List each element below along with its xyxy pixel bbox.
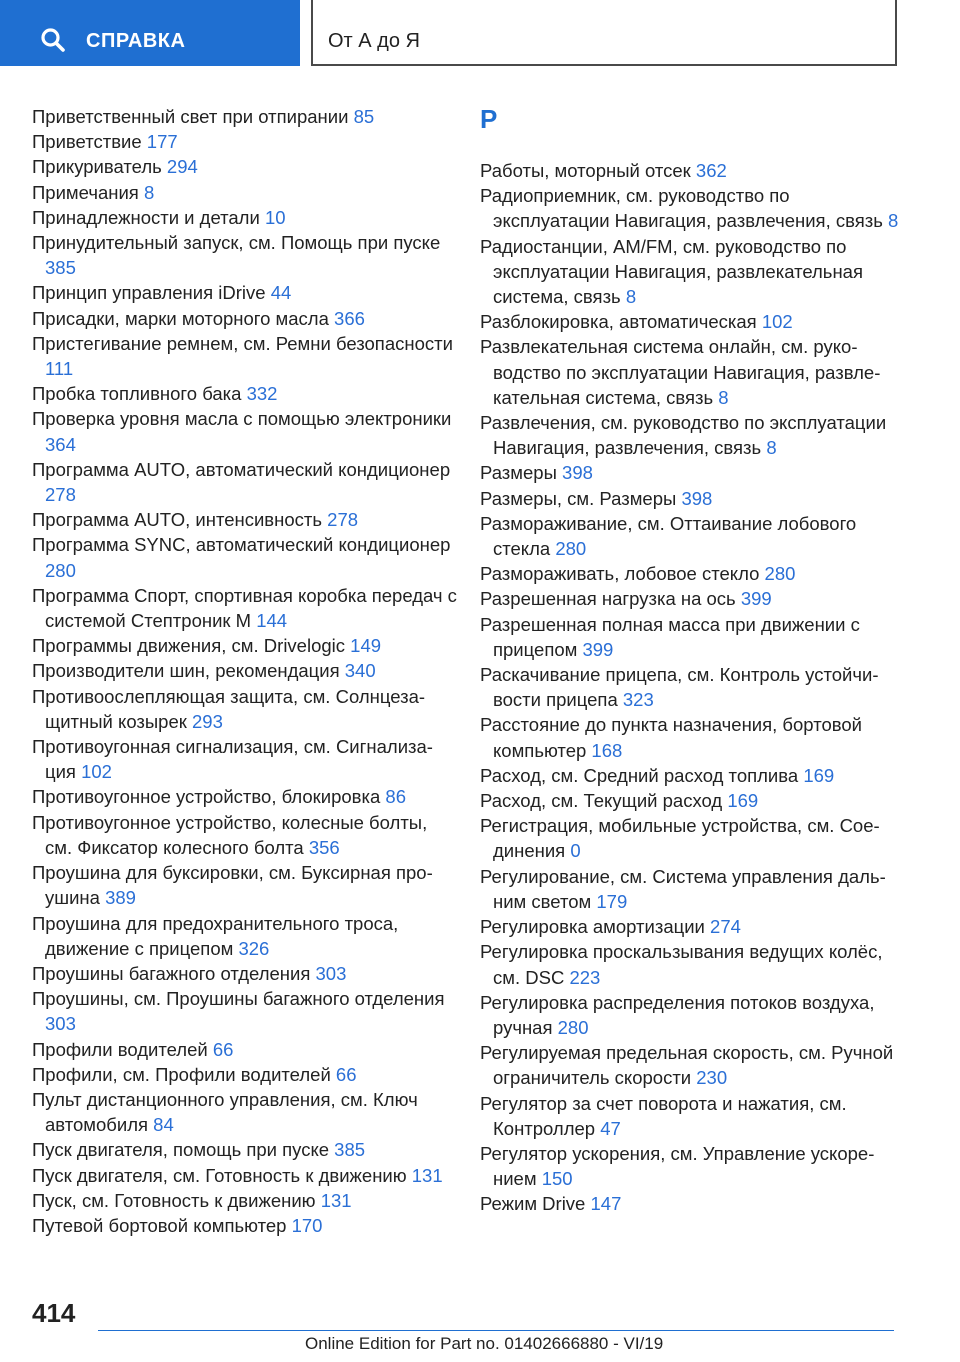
index-entry [32, 230, 457, 280]
index-entry-text: Размеры, см. Размеры [480, 487, 682, 509]
index-entry [480, 460, 910, 485]
page-link[interactable]: 356 [308, 836, 340, 858]
page-link[interactable]: 8 [143, 181, 155, 203]
index-entry-text: Радиоприемник, см. руководство по эксплуатации Навигация, развлечения, связь [480, 185, 889, 232]
index-entry-text: Проушина для предохранительного троса, движение с прицепом [32, 912, 399, 959]
page-link[interactable]: 274 [710, 916, 741, 938]
index-entry-text: Разрешенная полная масса при движении с прицепом [480, 613, 860, 660]
index-entry-text: Проушины, см. Проушины багажного отделения [32, 988, 445, 1010]
index-entry [32, 532, 457, 582]
page-link[interactable]: 66 [212, 1038, 234, 1060]
index-entry-text: Размораживание, см. Оттаивание лобового стекла [480, 512, 857, 560]
index-entry [480, 990, 910, 1040]
index-entry-text: Регулировка проскальзывания ведущих колёс, см. DSC [480, 941, 883, 988]
page-link[interactable]: 278 [327, 509, 359, 531]
index-entry-text: Проушина для буксировки, см. Буксирная проушина [32, 862, 433, 909]
index-entry-text: Производители шин, рекомендация [32, 660, 345, 682]
page-link[interactable]: 131 [320, 1189, 352, 1211]
index-entry [32, 104, 457, 129]
page-link[interactable]: 280 [764, 563, 796, 585]
page-link[interactable]: 366 [334, 307, 365, 329]
page-link[interactable]: 177 [146, 131, 178, 153]
page-link[interactable]: 169 [727, 790, 759, 812]
page-link[interactable]: 150 [541, 1168, 573, 1190]
page-link[interactable]: 364 [45, 433, 76, 455]
index-entry-text: Регистрация, мобильные устройства, см. Соединения [480, 815, 880, 862]
index-entry [480, 662, 910, 712]
page-link[interactable]: 323 [622, 689, 654, 711]
index-entry-text: Профили водителей [32, 1038, 213, 1060]
page-link[interactable]: 280 [557, 1016, 589, 1038]
index-entry [480, 183, 910, 233]
index-entry-text: Принцип управления iDrive [32, 282, 271, 304]
page-link[interactable]: 8 [888, 210, 899, 232]
index-entry-text: Принадлежности и детали [32, 206, 265, 228]
section-letter: Р [480, 104, 498, 134]
help-tab[interactable] [0, 0, 300, 66]
index-entry [480, 712, 910, 762]
index-entry-text: Примечания [32, 181, 144, 203]
index-entry [480, 763, 910, 788]
index-entry [32, 1213, 457, 1238]
page-link[interactable]: 179 [596, 890, 628, 912]
index-entries-right [480, 158, 910, 1217]
index-entry [480, 813, 910, 863]
page-link[interactable]: 389 [105, 887, 136, 909]
page-link[interactable]: 8 [625, 286, 637, 308]
index-entry-text: Расход, см. Средний расход топлива [480, 764, 804, 786]
page-link[interactable]: 294 [166, 156, 198, 178]
index-entry-text: Приветствие [32, 131, 147, 153]
index-entry [32, 1037, 457, 1062]
page-link[interactable]: 223 [569, 966, 601, 988]
index-entry-text: Программа SYNC, автоматический кондиционер [32, 534, 451, 556]
index-entry-text: Противоослепляющая защита, см. Солнцезащитный козырек [32, 685, 426, 732]
index-entry-text: Размораживать, лобовое стекло [480, 563, 765, 585]
page-link[interactable]: 84 [153, 1114, 174, 1136]
index-entry [32, 306, 457, 331]
page-link[interactable]: 66 [335, 1063, 357, 1085]
index-entry [32, 986, 457, 1036]
index-entry-text: Проверка уровня масла с помощью электроники [32, 408, 452, 430]
index-entry [480, 1091, 910, 1141]
index-entry-text: Прикуриватель [32, 156, 167, 178]
index-entry [32, 583, 457, 633]
index-entry-text: Развлекательная система онлайн, см. руководство по эксплуатации Навигация, развлекательная система, связь [480, 336, 881, 408]
index-entry [32, 205, 457, 230]
breadcrumb [311, 0, 897, 66]
page-link[interactable]: 398 [681, 487, 713, 509]
index-entry [32, 1163, 457, 1188]
page-link[interactable]: 102 [761, 311, 793, 333]
page-link[interactable]: 293 [192, 710, 223, 732]
index-entry-text: Профили, см. Профили водителей [32, 1063, 336, 1085]
index-entry-text: Пуск, см. Готовность к движению [32, 1189, 321, 1211]
page-link[interactable]: 8 [718, 386, 729, 408]
page-link[interactable]: 398 [562, 462, 593, 484]
page-link[interactable]: 303 [45, 1013, 76, 1035]
page-link[interactable]: 144 [256, 610, 288, 632]
index-entry [480, 612, 910, 662]
page-link[interactable]: 280 [555, 538, 587, 560]
index-entry-text: Расстояние до пункта назначения, бортовой компьютер [480, 714, 862, 761]
index-entry [32, 507, 457, 532]
index-entry-text: Пульт дистанционного управления, см. Ключ автомобиля [32, 1088, 418, 1136]
page-link[interactable]: 168 [591, 739, 623, 761]
index-entry-text: Раскачивание прицепа, см. Контроль устойчивости прицепа [480, 664, 879, 711]
index-entry-text: Разблокировка, автоматическая [480, 311, 762, 333]
page-link[interactable]: 280 [45, 559, 76, 581]
index-entry-text: Программы движения, см. Drivelogic [32, 635, 351, 657]
index-entry-text: Присадки, марки моторного масла [32, 307, 335, 329]
index-entry-text: Радиостанции, AM/FM, см. руководство по эксплуатации Навигация, развлекательная система, связь [480, 235, 863, 308]
index-entry-text: Развлечения, см. руководство по эксплуатации Навигация, развлечения, связь [480, 412, 887, 459]
index-entry [480, 234, 910, 310]
index-entry [32, 406, 457, 456]
index-entry-text: Противоугонная сигнализация, см. Сигнализация [32, 736, 433, 783]
index-entry [32, 684, 457, 734]
page-link[interactable]: 85 [353, 106, 375, 127]
page-link[interactable]: 44 [270, 282, 292, 304]
index-entry-text: Регулирование, см. Система управления дальним светом [480, 865, 886, 912]
index-entry-text: Противоугонное устройство, колесные болты, см. Фиксатор колесного болта [32, 811, 428, 858]
breadcrumb-text: От А до Я [328, 30, 420, 52]
index-entry [480, 158, 910, 183]
index-entry [32, 784, 457, 809]
index-column-right [480, 104, 910, 1217]
index-entry-text: Режим Drive [480, 1193, 591, 1215]
index-entry [480, 309, 910, 334]
page-link[interactable]: 340 [344, 660, 376, 682]
index-entry [32, 860, 457, 910]
index-entry [32, 1062, 457, 1087]
index-entry [32, 658, 457, 683]
page-link[interactable]: 399 [582, 638, 614, 660]
page-link[interactable]: 170 [291, 1214, 323, 1236]
index-entry [32, 457, 457, 507]
index-entry [480, 410, 910, 460]
index-entry [32, 154, 457, 179]
page-link[interactable]: 102 [81, 761, 112, 783]
page-link[interactable]: 385 [334, 1139, 366, 1161]
index-entry [480, 1191, 910, 1216]
index-entry [32, 911, 457, 961]
index-entry-text: Путевой бортовой компьютер [32, 1214, 292, 1236]
index-entry [32, 129, 457, 154]
footer-edition: Online Edition for Part no. 01402666880 - VI/19 [305, 1334, 664, 1353]
index-entry-text: Проушины багажного отделения [32, 962, 316, 984]
index-entry-text: Пуск двигателя, см. Готовность к движению [32, 1164, 412, 1186]
page-link[interactable]: 8 [766, 437, 777, 459]
page-link[interactable]: 0 [570, 840, 581, 862]
index-entry-text: Регулировка амортизации [480, 916, 711, 938]
page-link[interactable]: 303 [315, 962, 347, 984]
page-link[interactable]: 149 [350, 635, 382, 657]
index-entry [32, 1188, 457, 1213]
index-entry-text: Размеры [480, 462, 563, 484]
help-tab-label: СПРАВКА [86, 30, 186, 52]
page-link[interactable]: 86 [385, 786, 406, 808]
page-link[interactable]: 111 [45, 358, 74, 380]
page-link[interactable]: 399 [740, 588, 772, 610]
index-entry [480, 511, 910, 561]
index-entry-text: Работы, моторный отсек [480, 160, 696, 181]
index-entry [480, 864, 910, 914]
page-link[interactable]: 278 [45, 484, 76, 506]
page-link[interactable]: 147 [590, 1193, 622, 1215]
index-entry-text: Регулятор за счет поворота и нажатия, см. Контроллер [480, 1092, 847, 1139]
page-link[interactable]: 362 [695, 160, 727, 181]
page-link[interactable]: 385 [45, 257, 76, 279]
index-entry-text: Противоугонное устройство, блокировка [32, 786, 386, 808]
page-link[interactable]: 326 [238, 937, 270, 959]
index-entry [32, 633, 457, 658]
index-entry-text: Пуск двигателя, помощь при пуске [32, 1139, 335, 1161]
index-entry [32, 381, 457, 406]
index-entry-text: Разрешенная нагрузка на ось [480, 588, 741, 610]
index-entry-text: Регулировка распределения потоков воздуха, ручная [480, 991, 875, 1038]
index-entry-text: Пробка топливного бака [32, 383, 247, 405]
page-link[interactable]: 332 [246, 383, 278, 405]
index-entry-text: Пристегивание ремнем, см. Ремни безопасности [32, 332, 453, 354]
index-entry [480, 1040, 910, 1090]
page-link[interactable]: 47 [600, 1117, 621, 1139]
index-entry [480, 939, 910, 989]
index-entry [32, 734, 457, 784]
index-entry-text: Регулятор ускорения, см. Управление ускорением [480, 1142, 875, 1190]
index-entry [480, 914, 910, 939]
index-entry [32, 180, 457, 205]
footer-divider [98, 1330, 894, 1331]
index-entry [480, 486, 910, 511]
index-entry [32, 810, 457, 860]
index-entry-text: Регулируемая предельная скорость, см. Ручной ограничитель скорости [480, 1042, 894, 1089]
index-entry-text: Программа AUTO, автоматический кондиционер [32, 458, 451, 480]
index-column-left [32, 104, 457, 1238]
page-link[interactable]: 131 [411, 1164, 443, 1186]
index-entry-text: Приветственный свет при отпирании [32, 106, 354, 127]
header [0, 0, 960, 66]
index-entry [480, 334, 910, 410]
index-entry [480, 586, 910, 611]
page-link[interactable]: 169 [803, 764, 835, 786]
page-number: 414 [32, 1298, 76, 1328]
index-entry-text: Принудительный запуск, см. Помощь при пуске [32, 232, 441, 254]
index-entry [480, 788, 910, 813]
index-entry [32, 1087, 457, 1137]
index-entry [480, 561, 910, 586]
index-entry-text: Расход, см. Текущий расход [480, 790, 728, 812]
index-entry-text: Программа Спорт, спортивная коробка передач с системой Стептроник M [32, 584, 457, 632]
index-entry [32, 280, 457, 305]
index-entry [32, 961, 457, 986]
search-icon [40, 27, 66, 53]
index-entry [480, 1141, 910, 1191]
index-entry [32, 331, 457, 381]
index-entry-text: Программа AUTO, интенсивность [32, 509, 328, 531]
index-entry [32, 1137, 457, 1162]
page-link[interactable]: 10 [264, 206, 286, 228]
page-link[interactable]: 230 [696, 1067, 728, 1089]
